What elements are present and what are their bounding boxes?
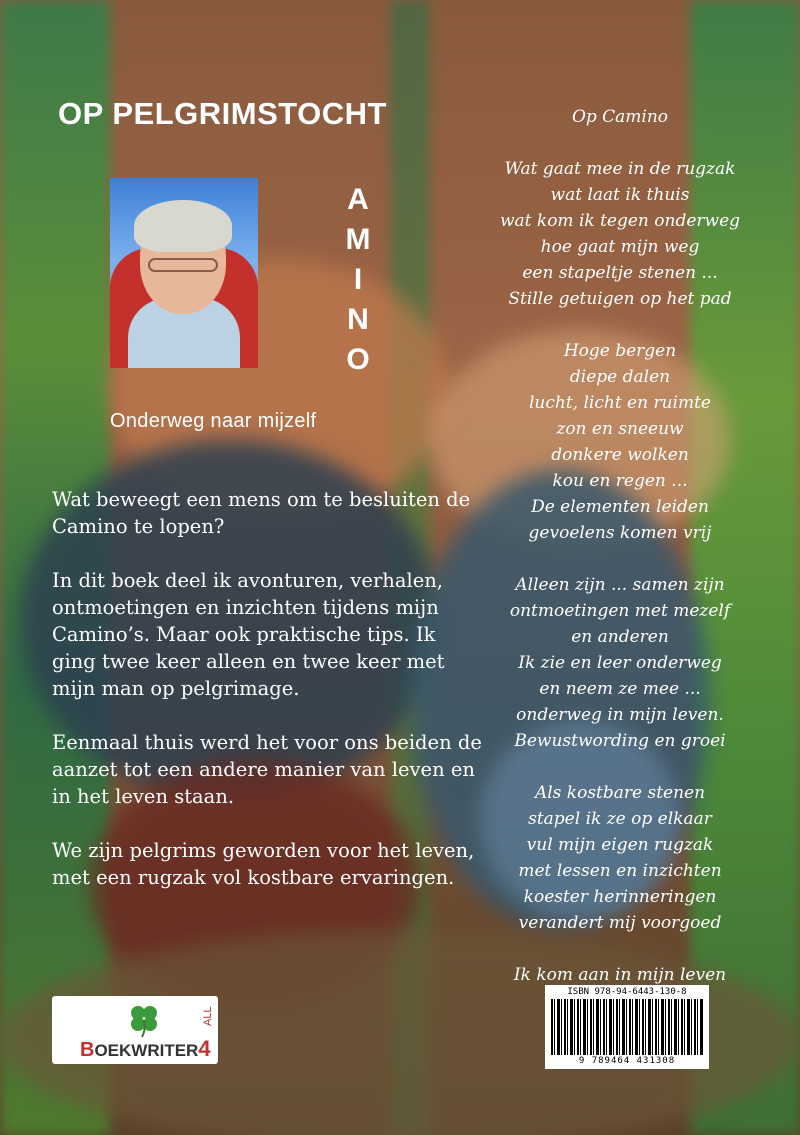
- poem-stanza: [490, 572, 750, 754]
- poem-line: De elementen leiden: [531, 497, 709, 517]
- poem-line: Hoge bergen: [563, 341, 677, 361]
- book-subtitle: Onderweg naar mijzelf: [110, 410, 317, 432]
- poem-line: zon en sneeuw: [556, 419, 684, 439]
- poem-line: donkere wolken: [551, 445, 689, 465]
- hair-shape: [134, 200, 232, 252]
- publisher-name-mid: OEKWRITER: [94, 1041, 199, 1060]
- vertical-letter: A: [347, 183, 369, 216]
- blurb-paragraph: We zijn pelgrims geworden voor het leven, met een rugzak vol kostbare ervaringen.: [52, 839, 475, 889]
- clover-icon: [126, 1002, 162, 1038]
- poem-line: vul mijn eigen rugzak: [526, 835, 714, 855]
- publisher-logo: [52, 996, 218, 1064]
- blurb-paragraph: Wat beweegt een mens om te besluiten de Camino te lopen?: [52, 488, 471, 538]
- poem-line: en neem ze mee ...: [539, 679, 701, 699]
- poem-title: Op Camino: [571, 107, 669, 127]
- book-title: OP PELGRIMSTOCHT: [58, 96, 387, 131]
- poem-line: Bewustwording en groei: [514, 731, 726, 751]
- poem-line: lucht, licht en ruimte: [528, 393, 711, 413]
- glasses-shape: [148, 258, 218, 272]
- poem-line: diepe dalen: [569, 367, 671, 387]
- barcode-digits: 9 789464 431308: [578, 1056, 676, 1066]
- poem-line: ontmoetingen met mezelf: [509, 601, 731, 621]
- poem-line: stapel ik ze op elkaar: [528, 809, 712, 829]
- blurb-paragraph: In dit boek deel ik avonturen, verhalen, ontmoetingen en inzichten tijdens mijn Camino’s. Maar ook praktische tips. Ik ging twee keer alleen en twee keer met mijn man op pelgrimage.: [52, 569, 445, 700]
- poem-line: wat kom ik tegen onderweg: [499, 211, 741, 231]
- vertical-letter: M: [345, 223, 371, 256]
- vertical-letter: N: [347, 303, 369, 336]
- poem-stanza: [490, 156, 750, 312]
- poem-line: verandert mij voorgoed: [518, 913, 722, 933]
- vertical-camino-title: [343, 140, 373, 380]
- poem-line: Stille getuigen op het pad: [508, 289, 732, 309]
- poem-line: gevoelens komen vrij: [528, 523, 712, 543]
- poem-line: hoe gaat mijn weg: [540, 237, 700, 257]
- poem-line: een stapeltje stenen ...: [522, 263, 718, 283]
- poem: [490, 104, 750, 1014]
- poem-line: Wat gaat mee in de rugzak: [504, 159, 736, 179]
- publisher-name-initial: B: [80, 1039, 95, 1061]
- poem-line: Alleen zijn ... samen zijn: [515, 575, 725, 595]
- blurb-paragraph: Eenmaal thuis werd het voor ons beiden de aanzet tot een andere manier van leven en in het leven staan.: [52, 731, 482, 808]
- poem-line: Ik kom aan in mijn leven: [513, 965, 727, 985]
- publisher-name-four: 4: [198, 1036, 211, 1061]
- poem-line: kou en regen ...: [552, 471, 688, 491]
- poem-line: met lessen en inzichten: [518, 861, 722, 881]
- barcode-bars: [551, 999, 703, 1055]
- publisher-name: [80, 1036, 211, 1062]
- poem-line: en anderen: [571, 627, 669, 647]
- publisher-name-all: ALL: [202, 1006, 214, 1026]
- vertical-letter: O: [346, 343, 370, 376]
- poem-line: onderweg in mijn leven.: [516, 705, 724, 725]
- blurb-text: [52, 486, 482, 918]
- poem-stanza: [490, 780, 750, 936]
- isbn-barcode: [545, 985, 709, 1069]
- poem-stanza: [490, 338, 750, 546]
- poem-line: Als kostbare stenen: [534, 783, 706, 803]
- author-photo: [110, 178, 258, 368]
- poem-line: Ik zie en leer onderweg: [518, 653, 722, 673]
- poem-line: koester herinneringen: [523, 887, 717, 907]
- poem-line: wat laat ik thuis: [550, 185, 690, 205]
- vertical-letter: I: [353, 263, 363, 296]
- isbn-text: ISBN 978-94-6443-130-8: [567, 987, 687, 997]
